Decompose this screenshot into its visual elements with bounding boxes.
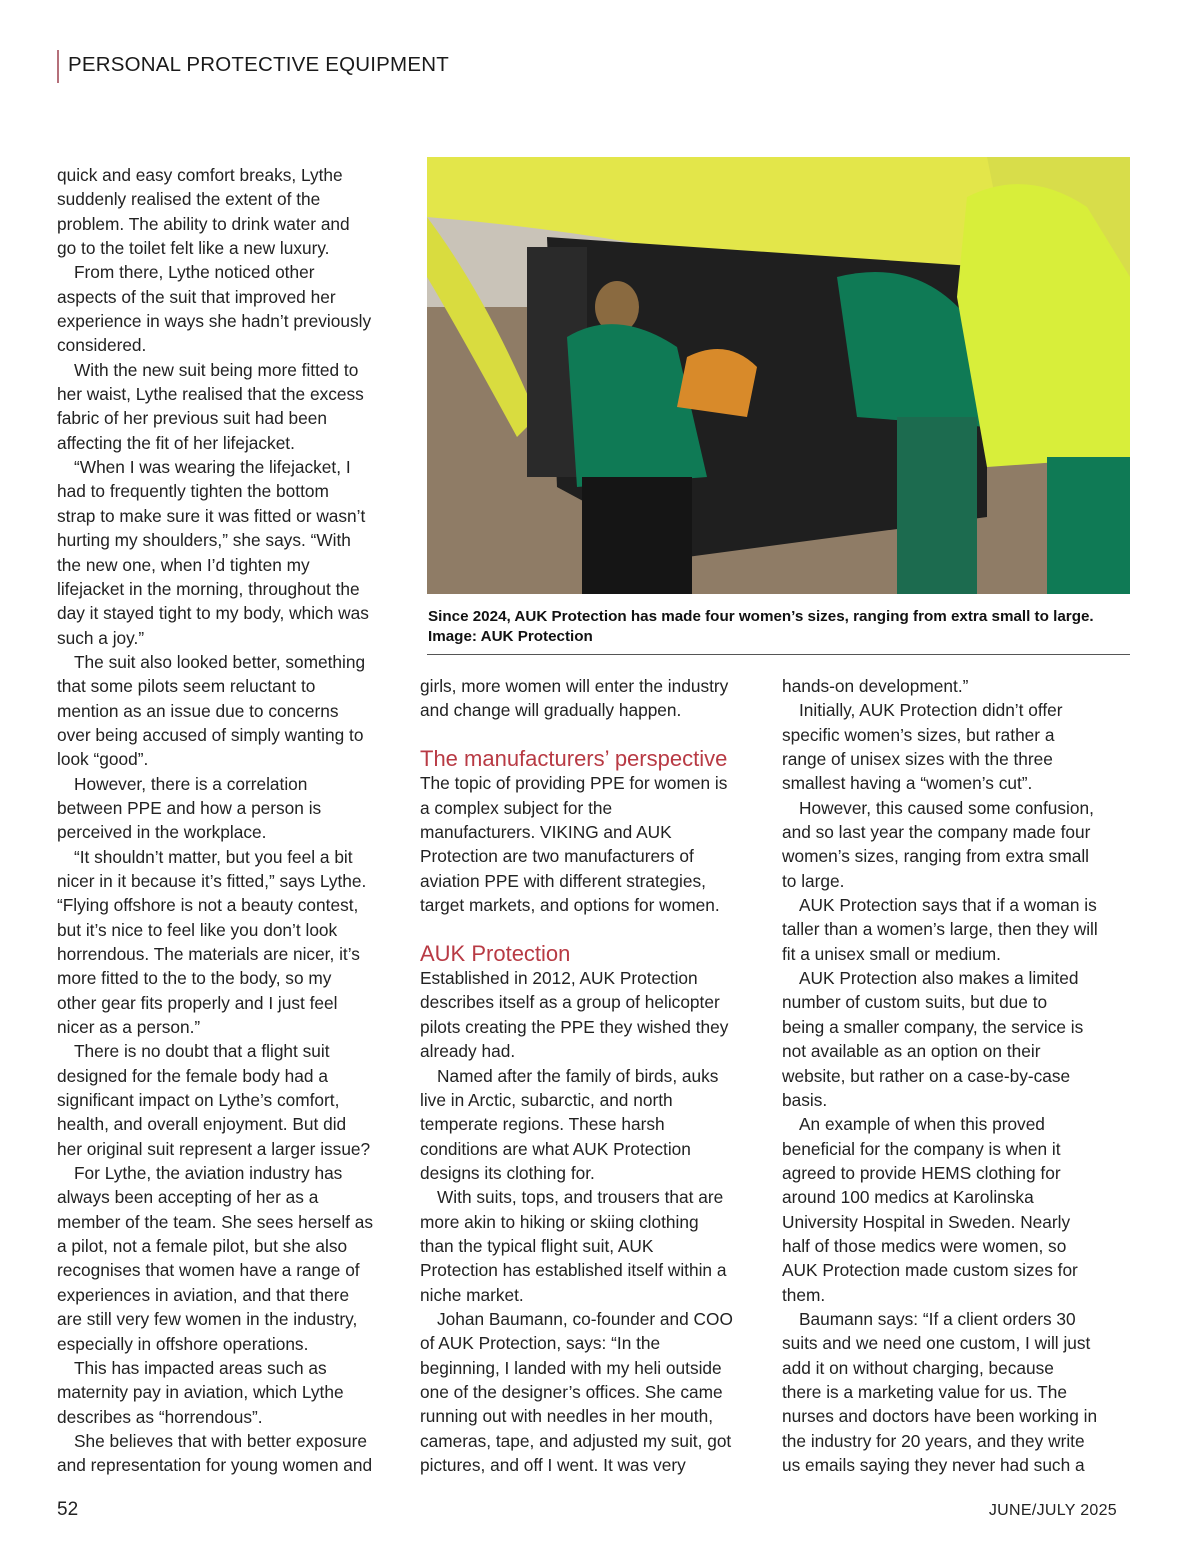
text-line: website, but rather on a case-by-case [782,1065,1071,1086]
paragraph [57,1039,373,1161]
text-line: conditions are what AUK Protection [420,1138,691,1159]
paragraph [57,1429,373,1478]
text-line: mention as an issue due to concerns [57,700,339,721]
text-line: half of those medics were women, so [782,1235,1067,1256]
text-line: considered. [57,335,147,356]
paragraph [420,1185,733,1307]
text-line: us emails saying they never had such a [782,1455,1085,1475]
text-line: her waist, Lythe realised that the excess [57,384,364,405]
text-line: pilots creating the PPE they wished they [420,1016,729,1037]
text-line: taller than a women’s large, then they will [782,919,1098,940]
text-line: and so last year the company made four [782,822,1091,843]
text-line: An example of when this proved [799,1114,1045,1135]
section-heading: The manufacturers’ perspective [420,746,728,772]
paragraph [57,772,373,845]
paragraph [782,1307,1098,1477]
text-line: hurting my shoulders,” she says. “With [57,530,351,551]
text-line: nurses and doctors have been working in [782,1406,1098,1427]
text-line: Protection are two manufacturers of [420,846,694,867]
text-line: AUK Protection made custom sizes for [782,1260,1078,1281]
text-line: live in Arctic, subarctic, and north [420,1089,673,1110]
section-title: PERSONAL PROTECTIVE EQUIPMENT [68,53,449,76]
text-line: girls, more women will enter the industry [420,676,729,696]
text-line: and change will gradually happen. [420,700,682,721]
photo-caption: Since 2024, AUK Protection has made four women’s sizes, ranging from extra small to large. Image: AUK Protection [428,608,1094,645]
text-line: strap to make sure it was fitted or wasn’t [57,505,366,526]
text-line: problem. The ability to drink water and [57,213,350,234]
text-line: “When I was wearing the lifejacket, I [74,457,351,478]
text-line: designs its clothing for. [420,1162,595,1183]
section-heading: AUK Protection [420,940,571,966]
section-accent-bar [57,50,59,83]
text-line: From there, Lythe noticed other [74,262,315,283]
text-line: look “good”. [57,749,149,770]
article-column-1 [57,163,373,1478]
text-line: than the typical flight suit, AUK [420,1235,654,1256]
text-line: perceived in the workplace. [57,822,267,843]
paragraph [420,771,733,917]
text-line: experience in ways she hadn’t previously [57,311,372,332]
text-line: and representation for young women and [57,1455,373,1476]
text-line: Protection has established itself within a [420,1260,727,1281]
text-line: go to the toilet felt like a new luxury. [57,238,330,259]
text-line: more akin to hiking or skiing clothing [420,1211,699,1232]
text-line: over being accused of simply wanting to [57,724,364,745]
text-line: the industry for 20 years, and they write [782,1430,1085,1451]
text-line: range of unisex sizes with the three [782,749,1053,770]
text-line: women’s sizes, ranging from extra small [782,846,1090,867]
text-line: cameras, tape, and adjusted my suit, got [420,1430,732,1451]
paragraph [57,358,373,455]
text-line: Named after the family of birds, auks [437,1065,719,1086]
text-line: always been accepting of her as a [57,1187,319,1208]
text-line: AUK Protection also makes a limited [799,968,1079,989]
text-line: aspects of the suit that improved her [57,286,336,307]
paragraph [782,893,1098,966]
article-photo [427,157,1130,594]
text-line: had to frequently tighten the bottom [57,481,329,502]
paragraph [782,698,1098,795]
paragraph [782,966,1098,1112]
text-line: but it’s nice to feel like you don’t look [57,919,338,940]
paragraph [57,455,373,650]
text-line: to large. [782,870,845,891]
text-line: Baumann says: “If a client orders 30 [799,1308,1076,1329]
text-line: The suit also looked better, something [74,651,366,672]
text-line: significant impact on Lythe’s comfort, [57,1090,340,1111]
text-line: temperate regions. These harsh [420,1114,665,1135]
paragraph [57,1356,373,1429]
text-line: target markets, and options for women. [420,895,720,916]
text-line: nicer as a person.” [57,1017,201,1038]
text-line: other gear fits properly and I just feel [57,992,338,1013]
text-line: a pilot, not a female pilot, but she also [57,1236,348,1257]
paragraph [782,1112,1098,1307]
paragraph [420,966,733,1063]
text-line: more fitted to the to the body, so my [57,968,332,989]
text-line: add it on without charging, because [782,1357,1054,1378]
paragraph [782,796,1098,893]
text-line: Johan Baumann, co-founder and COO [437,1308,733,1329]
text-line: agreed to provide HEMS clothing for [782,1162,1061,1183]
text-line: them. [782,1284,826,1305]
caption-divider [427,654,1130,655]
text-line: This has impacted areas such as [74,1357,327,1378]
text-line: suddenly realised the extent of the [57,189,321,210]
paragraph [782,674,1098,698]
text-line: that some pilots seem reluctant to [57,676,316,697]
text-line: specific women’s sizes, but rather a [782,724,1055,745]
text-line: not available as an option on their [782,1041,1041,1062]
text-line: recognises that women have a range of [57,1260,360,1281]
text-line: member of the team. She sees herself as [57,1211,374,1232]
text-line: health, and overall enjoyment. But did [57,1114,347,1135]
text-line: such a joy.” [57,627,145,648]
paragraph [57,1161,373,1356]
paragraph [57,650,373,772]
text-line: She believes that with better exposure [74,1430,367,1451]
article-column-3 [782,674,1098,1477]
text-line: between PPE and how a person is [57,797,322,818]
text-line: Initially, AUK Protection didn’t offer [799,700,1063,721]
text-line: Established in 2012, AUK Protection [420,968,698,989]
text-line: manufacturers. VIKING and AUK [420,822,672,843]
text-line: hands-on development.” [782,676,969,696]
text-line: “It shouldn’t matter, but you feel a bit [74,846,353,867]
text-line: AUK Protection says that if a woman is [799,895,1097,916]
text-line: smallest having a “women’s cut”. [782,773,1033,794]
page-number: 52 [57,1499,79,1520]
text-line: University Hospital in Sweden. Nearly [782,1211,1071,1232]
text-line: nicer in it because it’s fitted,” says Lythe. [57,870,367,891]
issue-date: JUNE/JULY 2025 [988,1502,1117,1519]
text-line: there is a marketing value for us. The [782,1381,1067,1402]
text-line: There is no doubt that a flight suit [74,1041,330,1062]
text-line: beneficial for the company is when it [782,1138,1061,1159]
text-line: quick and easy comfort breaks, Lythe [57,165,343,185]
text-line: designed for the female body had a [57,1065,328,1086]
paragraph [57,163,373,260]
text-line: a complex subject for the [420,797,613,818]
text-line: describes itself as a group of helicopter [420,992,720,1013]
text-line: “Flying offshore is not a beauty contest, [57,895,359,916]
text-line: fabric of her previous suit had been [57,408,327,429]
text-line: suits and we need one custom, I will just [782,1333,1091,1354]
text-line: around 100 medics at Karolinska [782,1187,1034,1208]
text-line: basis. [782,1089,828,1110]
paragraph [57,845,373,1040]
text-line: fit a unisex small or medium. [782,943,1001,964]
text-line: number of custom suits, but due to [782,992,1048,1013]
text-line: her original suit represent a larger issue? [57,1138,371,1159]
text-line: especially in offshore operations. [57,1333,309,1354]
text-line: With suits, tops, and trousers that are [437,1187,724,1208]
text-line: However, there is a correlation [74,773,308,794]
text-line: being a smaller company, the service is [782,1016,1084,1037]
text-line: With the new suit being more fitted to [74,359,359,380]
text-line: describes as “horrendous”. [57,1406,263,1427]
text-line: already had. [420,1041,516,1062]
text-line: However, this caused some confusion, [799,797,1094,818]
text-line: of AUK Protection, says: “In the [420,1333,661,1354]
article-column-2 [420,674,733,1477]
text-line: The topic of providing PPE for women is [420,773,728,794]
text-line: aviation PPE with different strategies, [420,870,706,891]
paragraph [57,260,373,357]
text-line: experiences in aviation, and that there [57,1284,350,1305]
paragraph [420,1064,733,1186]
text-line: affecting the fit of her lifejacket. [57,432,295,453]
text-line: running out with needles in her mouth, [420,1406,714,1427]
text-line: are still very few women in the industry, [57,1309,358,1330]
text-line: day it stayed tight to my body, which was [57,603,369,624]
text-line: horrendous. The materials are nicer, it’s [57,944,360,964]
paragraph [420,1307,733,1477]
text-line: beginning, I landed with my heli outside [420,1357,722,1378]
text-line: niche market. [420,1284,524,1305]
text-line: the new one, when I’d tighten my [57,554,310,575]
text-line: one of the designer’s offices. She came [420,1381,723,1402]
text-line: lifejacket in the morning, throughout the [57,578,360,599]
paragraph [420,674,733,723]
text-line: maternity pay in aviation, which Lythe [57,1382,344,1403]
text-line: pictures, and off I went. It was very [420,1455,686,1475]
text-line: For Lythe, the aviation industry has [74,1163,343,1184]
